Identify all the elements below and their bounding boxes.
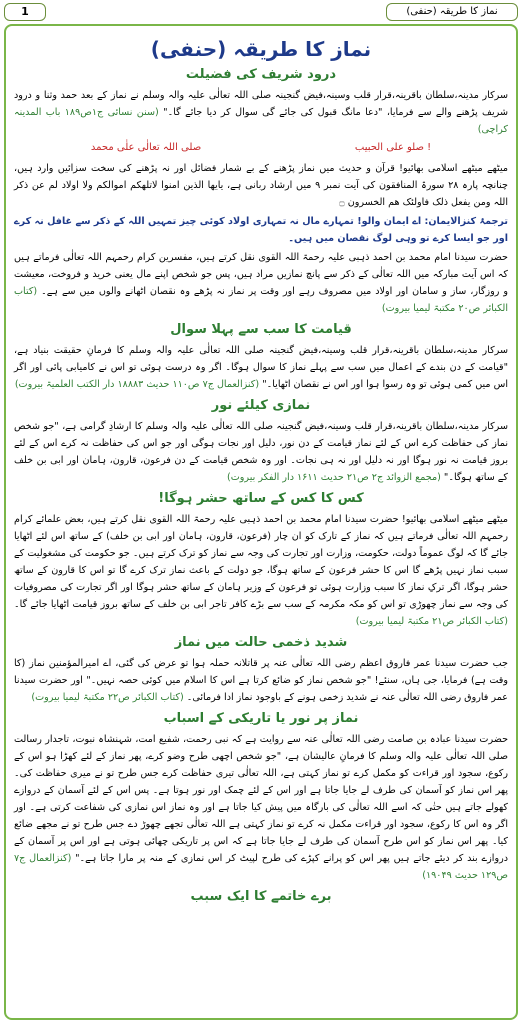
paragraph-text: میٹھے میٹھے اسلامی بھائیو! حضرت سیدنا امام محمد بن احمد ذہبی علیہ رحمۃ اللہ القوی نقل کرتے ہیں، بعض علمائے کرام رحمہم اللہ تعالٰی فرماتے ہیں کہ نماز کے تارک کو ان چار (فرعون، قارون، ہامان اور ابی بن خلف) کے ساتھ اس لئے اٹھایا جائے گا کہ لوگ عموماً دولت، حکومت، وزارت اور تجارت کی وجہ سے نماز کو ترک کرتے ہیں۔ جو حکومت کی مشغولیت کے سبب نماز نہیں پڑھے گا اس کا حشر فرعون کے ساتھ ہوگا، جو دولت کے باعث نماز ترک کرے گا تو اس کا قارون کے ساتھ حشر ہوگا، اگر ترکِ نماز کا سبب وزارت ہوئی تو فرعون کے وزیر ہامان کے ساتھ حشر ہوگا اور اگر تجارت کی مصروفیات کی وجہ سے نماز چھوڑی تو اس کو مکہ مکرمہ کے سب سے بڑے کافر تاجر ابی بن خلف کے ساتھ بروز قیامت اٹھایا جائے گا۔ — [14, 514, 508, 610]
paragraph — [14, 87, 508, 138]
content — [6, 26, 516, 906]
translation-paragraph — [14, 213, 508, 247]
paragraph-text: حضرت سیدنا امام محمد بن احمد ذہبی علیہ رحمۃ اللہ القوی نقل کرتے ہیں، مفسرین کرام رحمہم اللہ تعالٰی فرماتے ہیں کہ اس آیت مبارکہ میں اللہ تعالٰی کے ذکر سے پانچ نمازیں مراد ہیں، پس جو شخص اپنے مال یعنی خرید و فروخت، معیشت و روزگار، ساز و سامان اور اولاد میں مصروف رہے اور وقت پر نماز نہ پڑھے وہ نقصان اٹھانے والوں میں سے ہے۔ — [14, 252, 508, 297]
reference: (سنن نسائی ج۱ص۱۸۹ باب المدینہ کراچی) — [14, 107, 508, 135]
paragraph — [14, 249, 508, 317]
section-heading: شدید ذخمی حالت میں نماز — [174, 635, 348, 650]
section-heading: درود شریف کی فضیلت — [185, 67, 337, 82]
section-heading: کس کا کس کے ساتھ حشر ہوگا! — [158, 491, 364, 506]
paragraph-text: سرکار مدینہ،سلطان باقرینہ،قرار قلب وسینہ،فیض گنجینہ صلی اللہ تعالٰی علیہ والہ وسلم کا ارشادِ گرامی ہے، "جو شخص نماز کی حفاظت کرے اس کے لئے نماز قیامت کے دن نور، دلیل اور نجات ہوگی اور جو اس کی حفاظت نہ کرے اس کے لئے بروز قیامت نہ نور ہوگا اور نہ دلیل اور نہ ہی نجات۔ اور وہ شخص قیامت کے دن فرعون، قارون، ہامان اور ابی بن خلف کے ساتھ ہوگا۔" — [14, 421, 508, 483]
title-paren: (حنفی) — [150, 37, 227, 61]
salat-right: صلی اللہ تعالٰی علٰی محمد — [90, 142, 202, 153]
page-number: 1 — [4, 3, 46, 21]
reference: (مجمع الزوائد ج۲ ص۲۱ حدیث ۱۶۱۱ دار الفکر بیروت) — [227, 472, 441, 483]
page-header — [4, 3, 518, 21]
title-text: نماز کا طریقہ — [233, 37, 372, 61]
paragraph — [14, 655, 508, 706]
running-title: نماز کا طریقہ (حنفی) — [386, 3, 518, 21]
paragraph-text: سرکار مدینہ،سلطان باقرینہ،قرار قلب وسینہ،فیض گنجینہ صلی اللہ تعالٰی علیہ والہ وسلم نے نماز کے بعد حمد وثنا و درود شریف پڑھنے والے سے فرمایا، "دعا مانگ قبول کی جائے گی سوال کر دیا جائے گا۔" — [14, 90, 508, 118]
paragraph — [14, 731, 508, 884]
section-heading: نماز پر نور یا تاریکی کے اسباب — [163, 711, 359, 726]
reference: (کتاب الکبائر ص۲۰ مکتبۃ لیمیا بیروت) — [14, 286, 508, 314]
paragraph — [14, 511, 508, 630]
paragraph — [14, 342, 508, 393]
section-heading: نمازی کیلئے نور — [211, 398, 311, 413]
paragraph-text: حضرت سیدنا عبادہ بن صامت رضی اللہ تعالٰی عنہ سے روایت ہے کہ نبی رحمت، شفیع امت، شہنشاہ نبوت، تاجدار رسالت صلی اللہ تعالٰی علیہ والہ وسلم کا فرمانِ عالیشان ہے، "جو شخص اچھی طرح وضو کرے، پھر نماز کے لئے کھڑا ہو اس کے رکوع، سجود اور قراءت کو مکمل کرے تو نماز کہتی ہے، اللہ تعالٰی تیری حفاظت کرے جس طرح تو نے میری حفاظت کی۔ پھر اس نماز کو آسمان کی طرف لے جایا جاتا ہے اور اس کے لئے چمک اور نور ہوتا ہے۔ پس اس کے لئے آسمان کے دروازے کھولے جاتے ہیں حتٰی کہ اسے اللہ تعالٰی کی بارگاہ میں پیش کیا جاتا ہے اور وہ نماز اس نمازی کی شفاعت کرتی ہے۔ اور اگر وہ اس کا رکوع، سجود اور قراءت مکمل نہ کرے تو نماز کہتی ہے اللہ تعالٰی تجھے چھوڑ دے جس طرح تو نے مجھے ضائع کیا۔ پھر اس نماز کو اس طرح آسمان کی طرف لے جایا جاتا ہے کہ اس پر تاریکی چھائی ہوتی ہے اور اس پر آسمان کے دروازے بند کر دیئے جاتے ہیں پھر اس کو پرانے کپڑے کی طرح لپیٹ کر اس نمازی کے منہ پر مارا جاتا ہے۔" — [14, 734, 508, 864]
reference: (کنزالعمال ج۷ ص۱۱۰ حدیث ۱۸۸۸۳ دار الکتب العلمیۃ بیروت) — [14, 379, 260, 390]
reference: (کتاب الکبائر ص۲۲ مکتبۃ لیمیا بیروت) — [31, 692, 184, 703]
paragraph — [14, 418, 508, 486]
section-heading: قیامت کا سب سے پہلا سوال — [170, 322, 352, 337]
paragraph-text: جب حضرت سیدنا عمر فاروق اعظم رضی اللہ تعالٰی عنہ پر قاتلانہ حملہ ہوا تو عرض کی گئی، اے امیرالمؤمنین نماز (کا وقت ہے) فرمایا، جی ہاں، سنئے! "جو شخص نماز کو ضائع کرتا ہے اس کا اسلام میں کوئی حصہ نہیں۔" اور حضرت سیدنا عمر فاروق رضی اللہ تعالٰی عنہ نے شدید زخمی ہونے کے باوجود نماز ادا فرمائی۔ — [14, 658, 508, 703]
page-title — [14, 36, 508, 62]
reference: (کنزالعمال ج۷ ص۱۲۹ حدیث ۱۹۰۴۹) — [14, 853, 508, 881]
salat-left: صلو علی الحبیب ! — [354, 142, 432, 153]
paragraph: میٹھے میٹھے اسلامی بھائیو! قرآن و حدیث میں نماز پڑھنے کے بے شمار فضائل اور نہ پڑھنے کی سخت سزائیں وارد ہیں، چنانچہ پارہ ۲۸ سورۃ المنافقون کی آیت نمبر ۹ میں ارشاد ربانی ہے، یایھا الذین امنوا لاتلھکم اموالکم ولا اولاد لم عن ذکر اللہ ومن یفعل ذلک فاولئک ھم الخسرون ۝ — [14, 163, 508, 208]
reference: (کتاب الکبائر ص۲۱ مکتبۃ لیمیا بیروت) — [355, 616, 508, 627]
paragraph-text: سرکار مدینہ،سلطان باقرینہ،قرار قلب وسینہ،فیض گنجینہ صلی اللہ تعالٰی علیہ والہ وسلم کا فرمانِ حقیقت بنیاد ہے، "قیامت کے دن بندے کے اعمال میں سب سے پہلے نماز کا سوال ہوگا۔ اگر وہ درست ہوئی تو اس نے کامیابی پائی اور اگر اس میں کمی ہوئی تو وہ رسوا ہوا اور اس نے نقصان اٹھایا۔" — [14, 345, 508, 390]
content-frame — [4, 24, 518, 1020]
salat-row — [14, 140, 508, 156]
section-heading: برے خاتمے کا ایک سبب — [190, 889, 332, 904]
translation-text: ترجمۂ کنزالایمان: اے ایمان والو! تمہارے مال نہ تمہاری اولاد کوئی چیز تمہیں اللہ کے ذکر سے غافل نہ کرے اور جو ایسا کرے تو وہی لوگ نقصان میں ہیں۔ — [14, 216, 508, 244]
